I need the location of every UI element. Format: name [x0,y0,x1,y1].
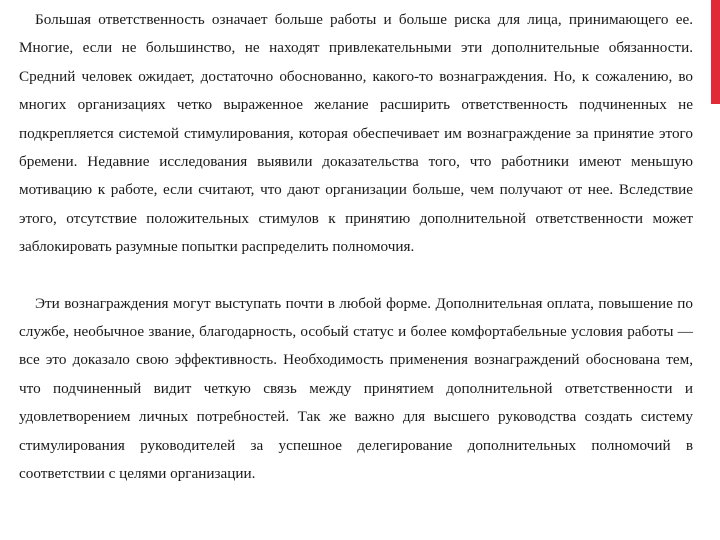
paragraph-reward-forms: Эти вознаграждения могут выступать почти в любой форме. Дополнительная оплата, повышение по службе, необычное звание, благодарность, особый статус и более комфортабельные условия работы — все это доказало свою эффективность. Необходимость применения вознаграждений обоснована тем, что подчиненный видит четкую связь между принятием дополнительной ответственности и удовлетворением личных потребностей. Так же важно для высшего руководства создать систему стимулирования руководителей за успешное делегирование дополнительных полномочий в соответствии с целями организации. [19,294,693,483]
slide-body [19,6,693,489]
accent-bar [711,0,720,104]
paragraph-responsibility-rewards: Большая ответственность означает больше работы и больше риска для лица, принимающего ее. Многие, если не большинство, не находят привлекательными эти дополнительные обязанности. Средний человек ожидает, достаточно обоснованно, какого-то вознаграждения. Но, к сожалению, во многих организациях четко выраженное желание расширить ответственность подчиненных не подкрепляется системой стимулирования, которая обеспечивает им вознаграждение за принятие этого бремени. Недавние исследования выявили доказательства того, что работники имеют меньшую мотивацию к работе, если считают, что дают организации больше, чем получают от нее. Вследствие этого, отсутствие положительных стимулов к принятию дополнительной ответственности может заблокировать разумные попытки распределить полномочия. [19,11,693,256]
